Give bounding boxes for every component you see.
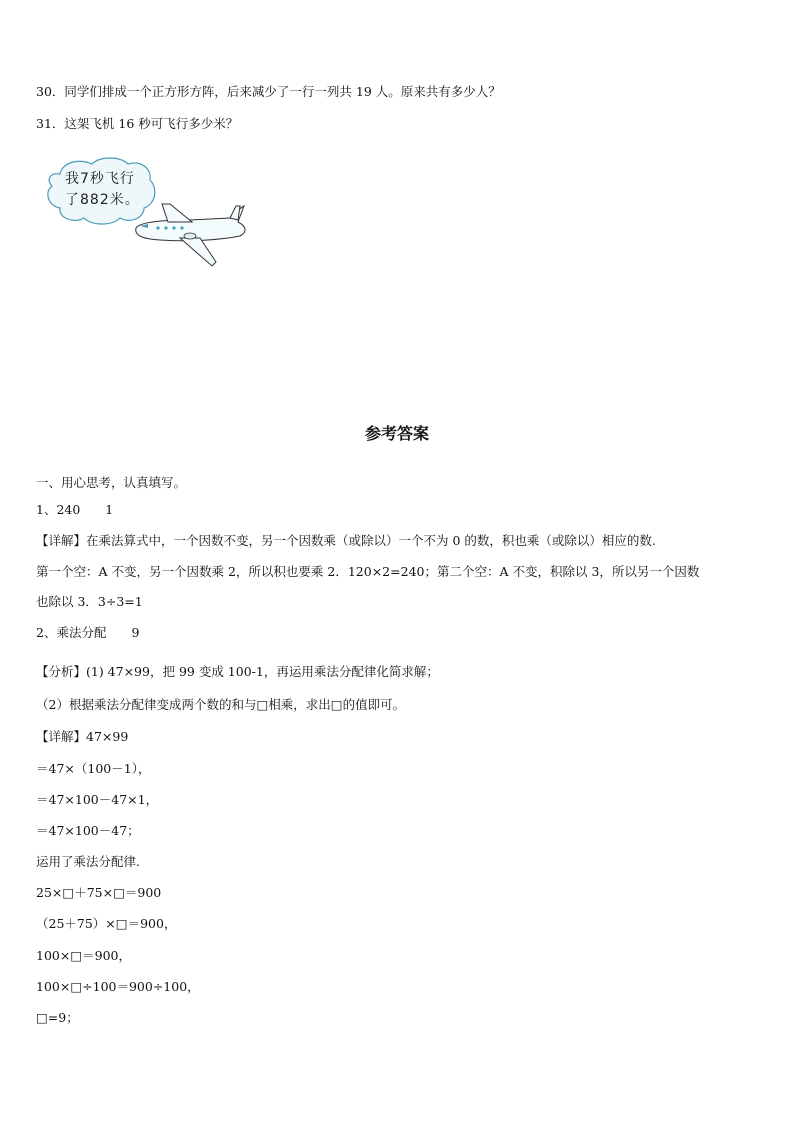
answer-2-step-5: 25×□＋75×□＝900 — [36, 885, 162, 900]
answer-1-head: 1、240 1 — [36, 502, 114, 517]
answer-title: 参考答案 — [364, 424, 429, 443]
answer-2-analysis-1: 【分析】(1) 47×99，把 99 变成 100-1，再运用乘法分配律化简求解； — [36, 664, 439, 679]
airplane-figure — [40, 156, 255, 276]
answer-2-step-3: ＝47×100－47； — [36, 823, 140, 838]
answer-2-step-9: □=9； — [36, 1010, 79, 1025]
answer-2-step-7: 100×□＝900， — [36, 948, 132, 963]
bubble-line-2: 了882米。 — [65, 192, 140, 208]
bubble-line-1: 我7秒飞行 — [65, 171, 135, 187]
answer-2-analysis-2: （2）根据乘法分配律变成两个数的和与□相乘，求出□的值即可。 — [36, 697, 406, 712]
question-31: 31．这架飞机 16 秒可飞行多少米？ — [36, 116, 239, 131]
answer-2-step-2: ＝47×100－47×1， — [36, 792, 159, 807]
answer-2-step-1: ＝47×（100－1）， — [36, 761, 151, 776]
airplane-icon — [40, 156, 255, 276]
question-30: 30．同学们排成一个正方形方阵，后来减少了一行一列共 19 人。原来共有多少人？ — [36, 84, 501, 99]
answer-1-detail-1: 【详解】在乘法算式中，一个因数不变，另一个因数乘（或除以）一个不为 0 的数，积也乘（或除以）相应的数. — [36, 533, 656, 548]
answer-2-head: 2、乘法分配 9 — [36, 625, 140, 640]
answer-1-detail-2: 第一个空：A 不变，另一个因数乘 2，所以积也要乘 2．120×2=240；第二个空：A 不变，积除以 3，所以另一个因数 — [36, 564, 700, 579]
answer-2-detail: 【详解】47×99 — [36, 729, 129, 744]
answer-2-step-6: （25＋75）×□＝900， — [36, 916, 177, 931]
answer-2-step-4: 运用了乘法分配律. — [36, 854, 140, 869]
answer-2-step-8: 100×□÷100＝900÷100， — [36, 979, 200, 994]
section-1-heading: 一、用心思考，认真填写。 — [36, 475, 187, 490]
answer-1-detail-3: 也除以 3．3÷3=1 — [36, 594, 143, 609]
